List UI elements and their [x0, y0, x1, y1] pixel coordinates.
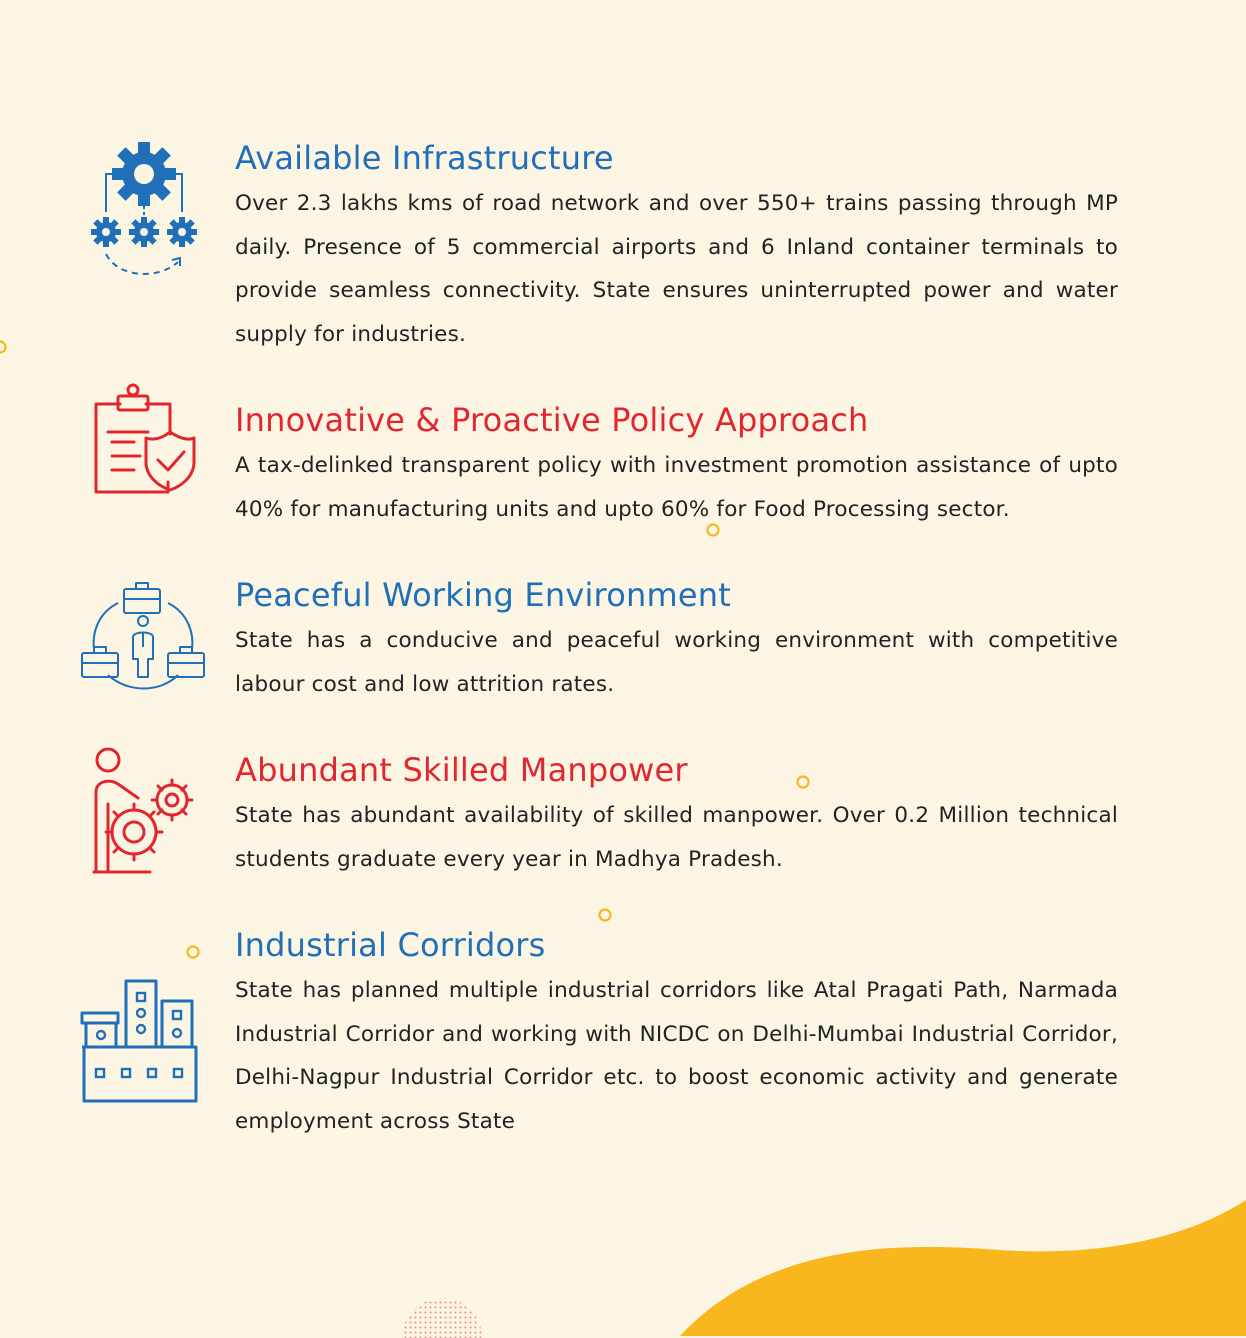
- feature-description: State has abundant availability of skilled manpower. Over 0.2 Million technical students graduate every year in Madhya Pradesh.: [235, 803, 1118, 872]
- feature-title: Innovative & Proactive Policy Approach: [235, 401, 869, 439]
- clipboard-shield-check-icon: [78, 382, 202, 506]
- person-gears-icon: [78, 744, 202, 868]
- feature-title: Abundant Skilled Manpower: [235, 751, 688, 789]
- factory-buildings-icon: [78, 977, 202, 1101]
- gears-process-icon: [78, 138, 202, 262]
- feature-description: State has a conducive and peaceful working environment with competitive labour cost and low attrition rates.: [235, 628, 1118, 697]
- worker-briefcases-icon: [78, 577, 202, 701]
- feature-title: Peaceful Working Environment: [235, 576, 731, 614]
- dotted-pattern-decoration: [398, 1290, 488, 1338]
- feature-title: Available Infrastructure: [235, 139, 614, 177]
- feature-description: A tax-delinked transparent policy with investment promotion assistance of upto 40% for manufacturing units and upto 60% for Food Processing sector.: [235, 453, 1118, 522]
- feature-title: Industrial Corridors: [235, 926, 546, 964]
- feature-description: Over 2.3 lakhs kms of road network and over 550+ trains passing through MP daily. Presence of 5 commercial airports and 6 Inland container terminals to provide seamless connectivity. State ensures uninterrupted power and water supply for industries.: [235, 191, 1118, 347]
- feature-description: State has planned multiple industrial corridors like Atal Pragati Path, Narmada Industrial Corridor and working with NICDC on Delhi-Mumbai Industrial Corridor, Delhi-Nagpur Industrial Corridor etc. to boost economic activity and generate employment across State: [235, 978, 1118, 1134]
